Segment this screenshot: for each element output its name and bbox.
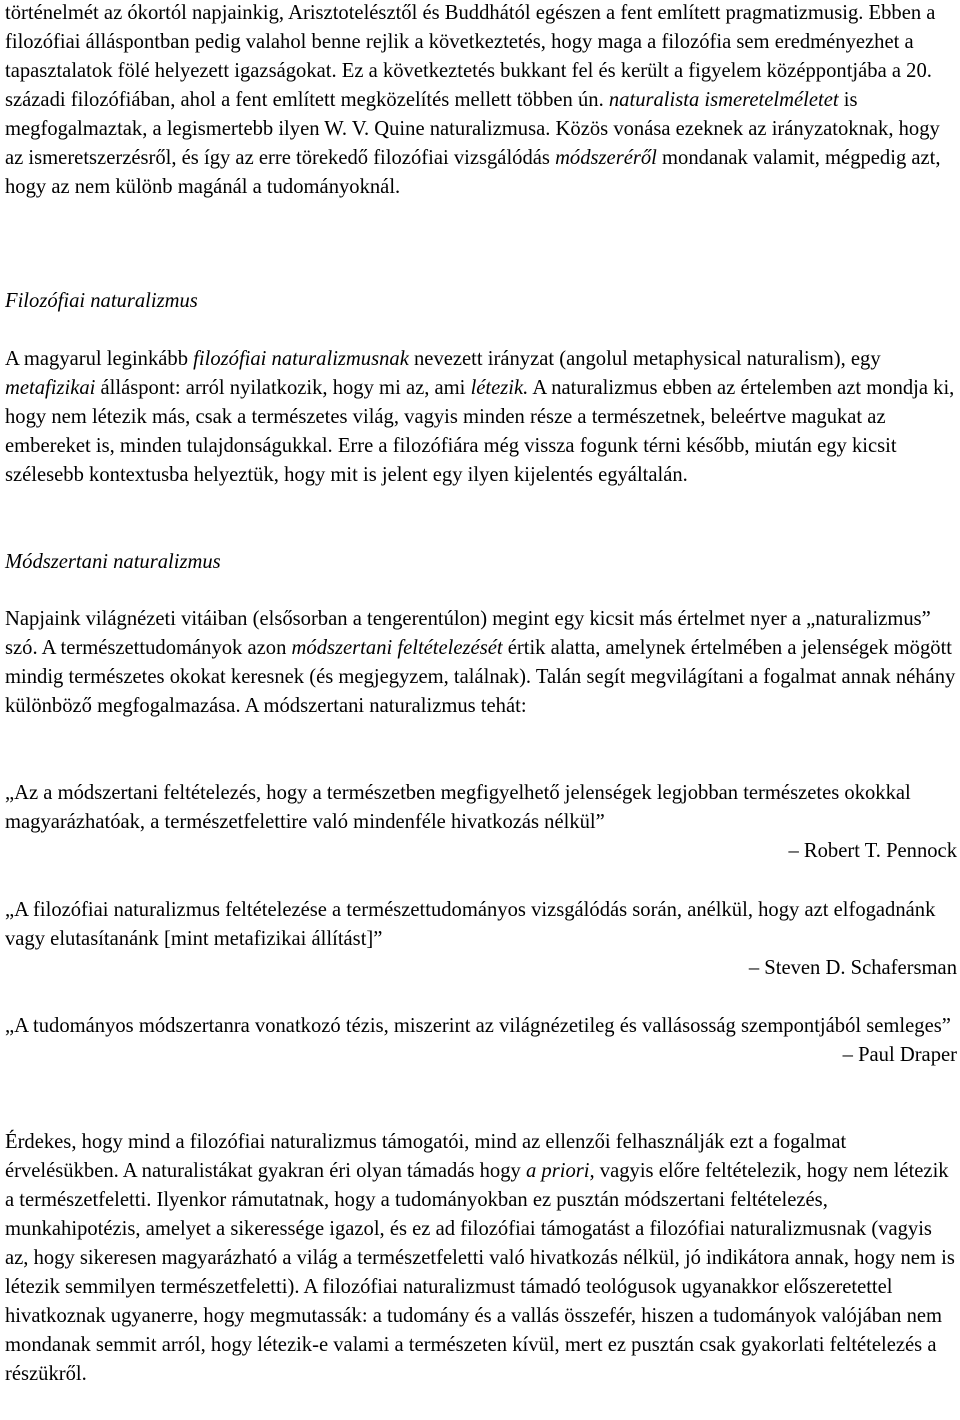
italic-term: naturalista ismeretelméletet: [608, 89, 839, 111]
paragraph-text: Napjaink világnézeti vitáiban (elsősorban a tengerentúlon) megint egy kicsit más értelmet nyer a „naturalizmus” szó. A természettudományok azon: [5, 608, 931, 659]
paragraph-text: történelmét az ókortól napjainkig, Arisztotelésztől és Buddhától egészen a fent említett pragmatizmusig. Ebben a filozófiai álláspontban pedig valahol benne rejlik a következtetés, hogy maga a filozófia sem eredményezhet a tapasztalatok fölé helyezett igazságokat. Ez a következtetés bukkant fel és került a figyelem középpontjába a 20. századi filozófiában, ahol a fent említett megközelítés mellett többen ún.: [5, 2, 936, 111]
quote-block: [5, 896, 957, 983]
quote-block: [5, 779, 957, 866]
paragraph-filozofiai: [5, 345, 957, 490]
quote-text: „A tudományos módszertanra vonatkozó tézis, miszerint az világnézetileg és vallásosság szempontjából semleges”: [5, 1015, 951, 1037]
italic-term: filozófiai naturalizmusnak: [193, 348, 409, 370]
quote-author: – Robert T. Pennock: [788, 840, 957, 862]
paragraph-text: Érdekes, hogy mind a filozófiai naturalizmus támogatói, mind az ellenzői felhasználják ezt a fogalmat érvelésükben. A naturalistákat gyakran éri olyan támadás hogy: [5, 1131, 847, 1182]
quote-author: – Steven D. Schafersman: [748, 957, 957, 979]
paragraph-conclusion: [5, 1128, 957, 1389]
paragraph-text: mondanak valamit, mégpedig azt, hogy az nem különb magánál a tudományoknál.: [5, 147, 941, 198]
italic-term: a priori,: [525, 1160, 595, 1182]
paragraph-intro: [5, 0, 957, 202]
section-heading-filozofiai: Filozófiai naturalizmus: [5, 290, 198, 312]
paragraph-text: is megfogalmaztak, a legismertebb ilyen W. V. Quine naturalizmusa.: [5, 89, 858, 140]
paragraph-text: vagyis előre feltételezik, hogy nem létezik a természetfeletti. Ilyenkor rámutatnak, hogy a tudományokban ez pusztán módszertani feltételezés, munkahipotézis, amelyet a sikeressége igazol, és ez ad filozófiai támogatást a filozófiai naturalizmusnak (vagyis az, hogy sikeresen magyarázható a világ a természetfeletti való hivatkozás nélkül, jó indikátora annak, hogy nem is létezik semmilyen természetfeletti). A filozófiai naturalizmust támadó teológusok ugyanakkor előszeretettel hivatkoznak ugyanerre, hogy megmutassák: a tudomány és a vallás összefér, hiszen a tudományok valójában nem mondanak semmit arról, hogy létezik-e valami a természeten kívül, mert ez pusztán csak gyakorlati feltételezés a részükről.: [5, 1160, 955, 1385]
paragraph-text: A naturalizmus ebben az értelemben azt mondja ki, hogy nem létezik más, csak a természetes világ, vagyis minden része a természetnek, beleértve magukat az embereket is, minden tulajdonságukkal. Erre a filozófiára még vissza fogunk térni később, miután egy kicsit szélesebb kontextusba helyeztük, hogy mit is jelent egy ilyen kijelentés egyáltalán.: [5, 377, 955, 486]
quote-author: – Paul Draper: [842, 1044, 957, 1066]
quote-block: [5, 1012, 957, 1070]
paragraph-text: nevezett irányzat (angolul metaphysical naturalism), egy: [408, 348, 881, 370]
quote-text: „Az a módszertani feltételezés, hogy a természetben megfigyelhető jelenségek legjobban természetes okokkal magyarázhatóak, a természetfelettire való mindenféle hivatkozás nélkül”: [5, 782, 911, 833]
paragraph-text: értik alatta, amelynek értelmében a jelenségek mögött mindig természetes okokat keresnek (és megjegyzem, találnak). Talán segít megvilágítani a fogalmat annak néhány különböző megfogalmazása. A módszertani naturalizmus tehát:: [5, 637, 956, 717]
italic-term: metafizikai: [5, 377, 96, 399]
paragraph-text: Közös vonása ezeknek az irányzatoknak, hogy az ismeretszerzésről, és így az erre törekedő filozófiai vizsgálódás: [5, 118, 940, 169]
section-heading-modszertani: Módszertani naturalizmus: [5, 551, 221, 573]
paragraph-text: A magyarul leginkább: [5, 348, 194, 370]
italic-term: módszertani feltételezését: [291, 637, 503, 659]
quote-text: „A filozófiai naturalizmus feltételezése a természettudományos vizsgálódás során, anélkül, hogy azt elfogadnánk vagy elutasítanánk [mint metafizikai állítást]”: [5, 899, 936, 950]
paragraph-text: álláspont: arról nyilatkozik, hogy mi az, ami: [95, 377, 471, 399]
paragraph-modszertani: [5, 605, 957, 721]
italic-term: létezik.: [470, 377, 529, 399]
italic-term: módszeréről: [555, 147, 657, 169]
